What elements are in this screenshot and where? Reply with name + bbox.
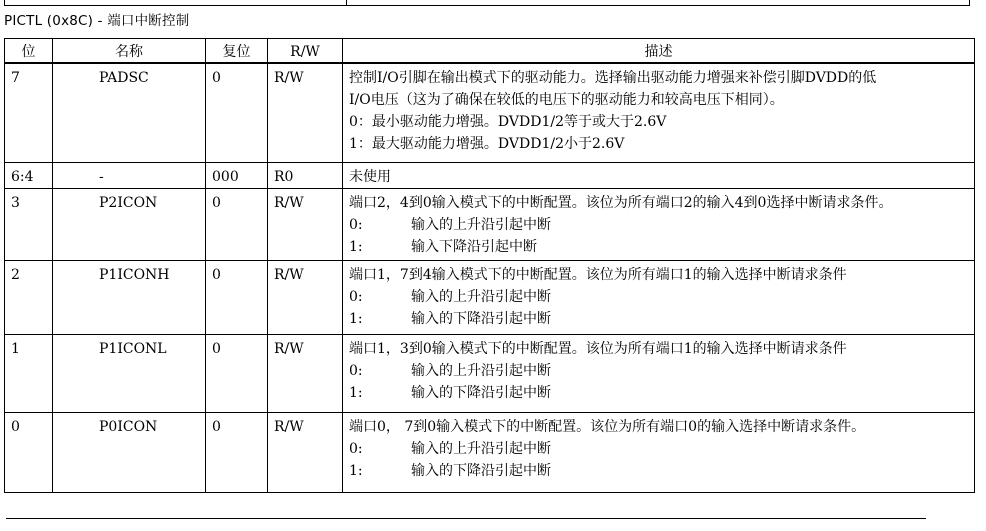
description-text: 输入下降沿引起中断 [411, 238, 537, 255]
description-text: 未使用 [349, 168, 391, 185]
description-line [349, 236, 968, 258]
description-text: 端口1，7到4输入模式下的中断配置。该位为所有端口1的输入选择中断请求条件 [349, 266, 847, 283]
description-text: 0：最小驱动能力增强。DVDD1/2等于或大于2.6V [349, 114, 667, 130]
cell-description [343, 334, 975, 412]
bottom-rule [6, 518, 926, 519]
description-line [349, 133, 968, 155]
description-value: 0: [349, 288, 363, 305]
cell-rw: R/W [268, 260, 343, 334]
cell-name: PADSC [53, 63, 206, 162]
cell-reset: 0 [206, 412, 268, 492]
cell-rw: R/W [268, 334, 343, 412]
cell-bit: 6:4 [5, 162, 53, 188]
register-bit-table [4, 38, 975, 493]
cell-name: P1ICONL [53, 334, 206, 412]
description-text: 输入的下降沿引起中断 [411, 462, 551, 479]
description-value: 1: [349, 310, 363, 327]
description-text: 输入的上升沿引起中断 [411, 216, 551, 233]
description-line [349, 338, 968, 360]
cell-reset: 0 [206, 188, 268, 260]
cell-reset: 000 [206, 162, 268, 188]
cell-bit: 7 [5, 63, 53, 162]
description-text: 输入的上升沿引起中断 [411, 362, 551, 379]
previous-table-bottom-edge [4, 0, 970, 6]
cell-rw: R/W [268, 188, 343, 260]
description-line [349, 460, 968, 482]
cell-name: P0ICON [53, 412, 206, 492]
description-value: 0: [349, 216, 363, 233]
cell-description [343, 63, 975, 162]
header-reset: 复位 [206, 39, 268, 64]
description-value: 1: [349, 238, 363, 255]
description-line [349, 214, 968, 236]
table-header-row [5, 39, 975, 64]
cell-description [343, 260, 975, 334]
description-text: 端口2，4到0输入模式下的中断配置。该位为所有端口2的输入4到0选择中断请求条件。 [349, 194, 893, 211]
table-body [5, 63, 975, 492]
description-line [349, 308, 968, 330]
table-row [5, 334, 975, 412]
cell-name: P2ICON [53, 188, 206, 260]
description-text: 输入的上升沿引起中断 [411, 440, 551, 457]
table-row [5, 260, 975, 334]
table-row [5, 412, 975, 492]
description-line [349, 382, 968, 404]
cell-bit: 3 [5, 188, 53, 260]
cell-description [343, 162, 975, 188]
header-bit: 位 [5, 39, 53, 64]
cell-bit: 0 [5, 412, 53, 492]
description-line [349, 192, 968, 214]
cell-description [343, 412, 975, 492]
description-text: 1：最大驱动能力增强。DVDD1/2小于2.6V [349, 136, 625, 152]
table-row [5, 162, 975, 188]
description-value: 1: [349, 384, 363, 401]
description-line [349, 89, 968, 111]
description-text: I/O电压（这为了确保在较低的电压下的驱动能力和较高电压下相同）。 [349, 92, 784, 108]
description-line [349, 166, 968, 188]
description-text: 输入的上升沿引起中断 [411, 288, 551, 305]
description-line [349, 111, 968, 133]
cell-name: - [53, 162, 206, 188]
cell-reset: 0 [206, 260, 268, 334]
description-text: 端口1，3到0输入模式下的中断配置。该位为所有端口1的输入选择中断请求条件 [349, 340, 847, 357]
table-row [5, 188, 975, 260]
description-value: 1: [349, 462, 363, 479]
description-value: 0: [349, 440, 363, 457]
cell-rw: R/W [268, 63, 343, 162]
header-description: 描述 [343, 39, 975, 64]
header-rw: R/W [268, 39, 343, 64]
cell-rw: R/W [268, 412, 343, 492]
cell-reset: 0 [206, 334, 268, 412]
description-line [349, 286, 968, 308]
cell-rw: R0 [268, 162, 343, 188]
cell-bit: 1 [5, 334, 53, 412]
description-text: 输入的下降沿引起中断 [411, 384, 551, 401]
header-name: 名称 [53, 39, 206, 64]
description-value: 0: [349, 362, 363, 379]
description-line [349, 438, 968, 460]
description-line [349, 67, 968, 89]
cell-description [343, 188, 975, 260]
description-text: 输入的下降沿引起中断 [411, 310, 551, 327]
description-line [349, 416, 968, 438]
table-row [5, 63, 975, 162]
description-text: 端口0， 7到0输入模式下的中断配置。该位为所有端口0的输入选择中断请求条件。 [349, 418, 866, 435]
cell-bit: 2 [5, 260, 53, 334]
cell-name: P1ICONH [53, 260, 206, 334]
description-line [349, 360, 968, 382]
cell-reset: 0 [206, 63, 268, 162]
description-text: 控制I/O引脚在输出模式下的驱动能力。选择输出驱动能力增强来补偿引脚DVDD的低 [349, 70, 877, 86]
description-line [349, 264, 968, 286]
register-title: PICTL (0x8C) - 端口中断控制 [4, 13, 190, 29]
